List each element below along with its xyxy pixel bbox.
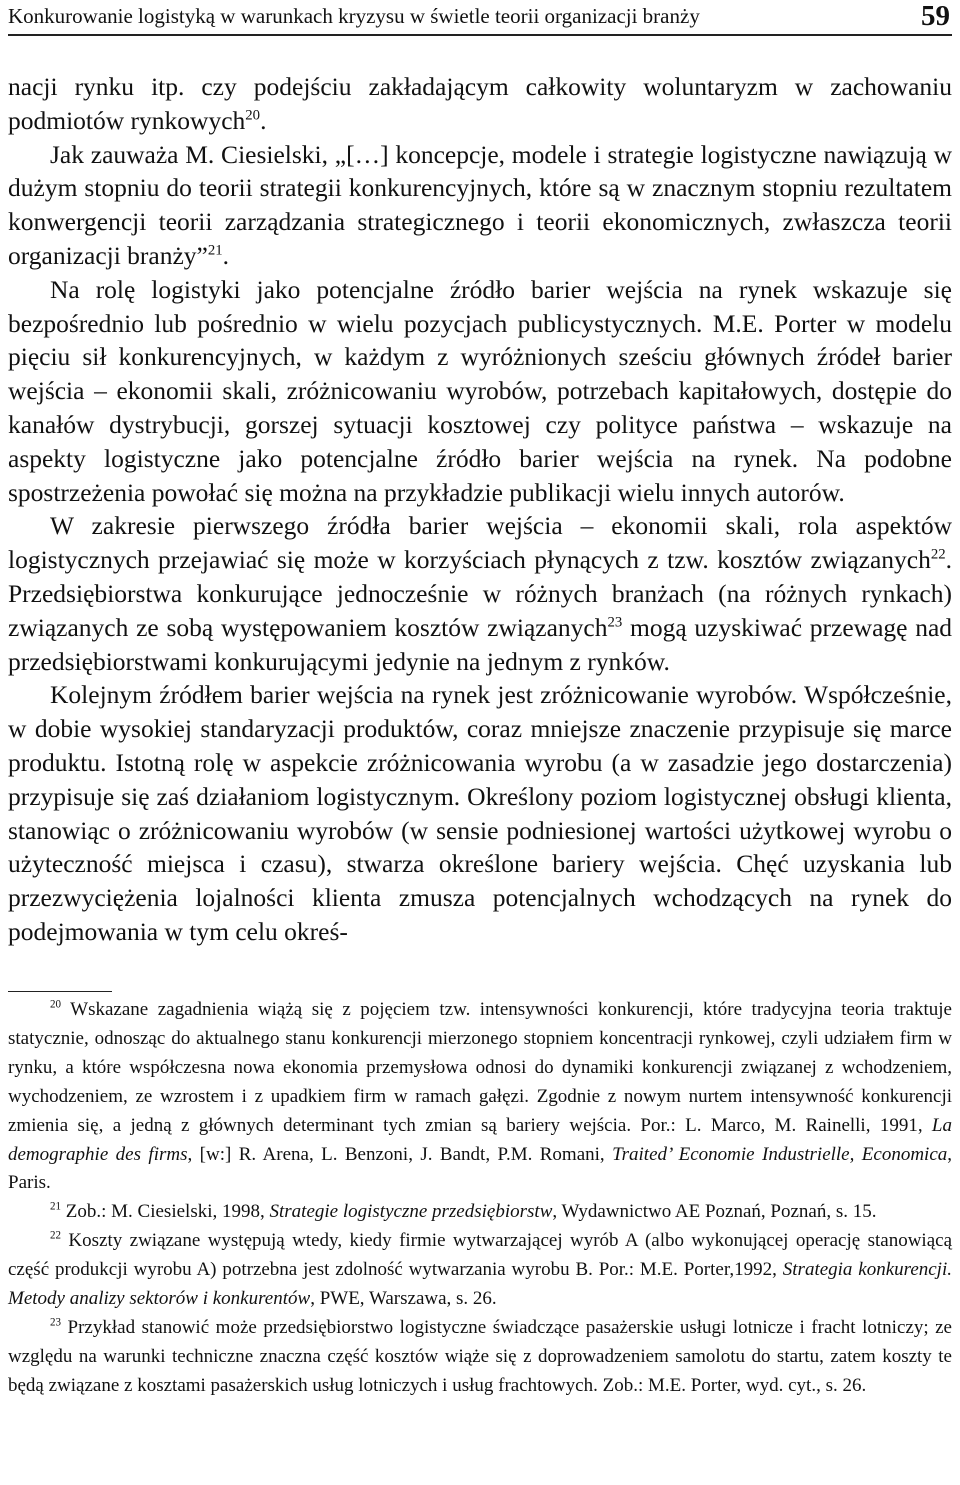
footnote-ref: 23 xyxy=(607,614,623,631)
footnote-number: 20 xyxy=(50,998,62,1011)
footnote: $^{21}$ Zob.: M. Ciesielski, 1998, Strategie logistyczne przedsiębiorstw, Wydawnictwo AE Poznań, Poznań, s. 15. xyxy=(50,1201,877,1223)
document-page xyxy=(8,0,952,1485)
footnote-ref: 21 xyxy=(207,242,223,259)
footnote: $^{23}$ Przykład stanowić może przedsiębiorstwo logistyczne świadczące pasażerskie usługi lotnicze i fracht lotniczy; ze względu na warunki techniczne znaczna część kosztów wiąże się z doprowadzeniem samolotu do startu, zatem koszty te będą związane z kosztami pasażerskich usług lotniczych i usług frachtowych. Zob.: M.E. Porter, wyd. cyt., s. 26. xyxy=(8,1316,952,1396)
running-title: Konkurowanie logistyką w warunkach kryzysu w świetle teorii organizacji branży xyxy=(8,4,700,28)
footnote-ref: 22 xyxy=(930,546,946,563)
paragraph: nacji rynku itp. czy podejściu zakładającym całkowity woluntaryzm w zachowaniu podmiotów rynkowych$^{20}$. xyxy=(8,72,952,135)
footnotes xyxy=(8,996,952,1401)
footnote: $^{22}$ Koszty związane występują wtedy, kiedy firmie wytwarzającej wyrób A (albo wykonującej operację stanowiącą część produkcji wyrobu A) potrzebna jest zdolność wytwarzania wyrobu B. Por.: M.E. Porter,1992, Strategia konkurencji. Metody analizy sektorów i konkurentów, PWE, Warszawa, s. 26. xyxy=(8,1229,952,1310)
footnote-ref: 20 xyxy=(245,107,261,124)
footnote-number: 23 xyxy=(50,1316,62,1329)
running-header xyxy=(8,2,952,32)
paragraph: Kolejnym źródłem barier wejścia na rynek jest zróżnicowanie wyrobów. Współcześnie, w dobie wysokiej standaryzacji produktów, coraz mniejsze znaczenie przypisuje się marce produktu. Istotną rolę w aspekcie zróżnicowania wyrobu (a w zasadzie jego dostarczenia) przypisuje się zaś działaniom logistycznym. Określony poziom logistycznej obsługi klienta, stanowiąc o zróżnicowaniu wyrobów (w sensie podniesionej wartości użytkowej wyrobu o użyteczność miejsca i czasu), stwarza określone bariery wejścia. Chęć uzyskania lub przezwyciężenia lojalności klienta zmusza potencjalnych wchodzących na rynek do podejmowania w tym celu okreś- xyxy=(8,680,952,946)
page-number: 59 xyxy=(921,0,950,32)
footnote-number: 21 xyxy=(50,1201,62,1214)
paragraph: Jak zauważa M. Ciesielski, „[…] koncepcje, modele i strategie logistyczne nawiązują w dużym stopniu do teorii strategii konkurencyjnych, które są w znacznym stopniu rezultatem konwergencji teorii zarządzania strategicznego i teorii ekonomicznych, zwłaszcza teorii organizacji branży”$^{21}$. xyxy=(8,139,952,270)
paragraph: W zakresie pierwszego źródła barier wejścia – ekonomii skali, rola aspektów logistycznych przejawiać się może w korzyściach płynących z tzw. kosztów związanych$^{22}$. Przedsiębiorstwa konkurujące jednocześnie w różnych branżach (na różnych rynkach) związanych ze sobą występowaniem kosztów związanych$^{23}$ mogą uzyskiwać przewagę nad przedsiębiorstwami konkurującymi jedynie na jednym z rynków. xyxy=(8,511,953,676)
paragraph: Na rolę logistyki jako potencjalne źródło barier wejścia na rynek wskazuje się bezpośrednio lub pośrednio w wielu pozycjach publicystycznych. M.E. Porter w modelu pięciu sił konkurencyjnych, w każdym z wyróżnionych sześciu głównych źródeł barier wejścia – ekonomii skali, zróżnicowaniu wyrobów, potrzebach kapitałowych, dostępie do kanałów dystrybucji, gorszej sytuacji kosztowej czy polityce państwa – wskazuje na aspekty logistyczne jako potencjalne źródło barier wejścia na rynek. Na podobne spostrzeżenia powołać się można na przykładzie publikacji wielu innych autorów. xyxy=(8,274,952,507)
main-text xyxy=(8,70,952,949)
footnote: $^{20}$ Wskazane zagadnienia wiążą się z pojęciem tzw. intensywności konkurencji, które tradycyjna teoria traktuje statycznie, odnosząc do aktualnego stanu konkurencji mierzonego stopniem koncentracji rynkowej, czyli udziałem firm w rynku, a które współczesna nowa ekonomia przemysłowa odnosi do dynamiki konkurencji związanej z wchodzeniem, wychodzeniem, ze wzrostem i z upadkiem firm w ramach gałęzi. Zgodnie z nowym nurtem intensywność konkurencji zmienia się, a jedną z głównych determinant tych zmian są bariery wejścia. Por.: L. Marco, M. Rainelli, 1991, La demographie des firms, [w:] R. Arena, L. Benzoni, J. Bandt, P.M. Romani, Traited’ Economie Industrielle, Economica, Paris. xyxy=(8,998,953,1194)
footnote-number: 22 xyxy=(50,1229,62,1242)
footnote-separator xyxy=(8,991,112,992)
header-rule xyxy=(8,34,952,36)
